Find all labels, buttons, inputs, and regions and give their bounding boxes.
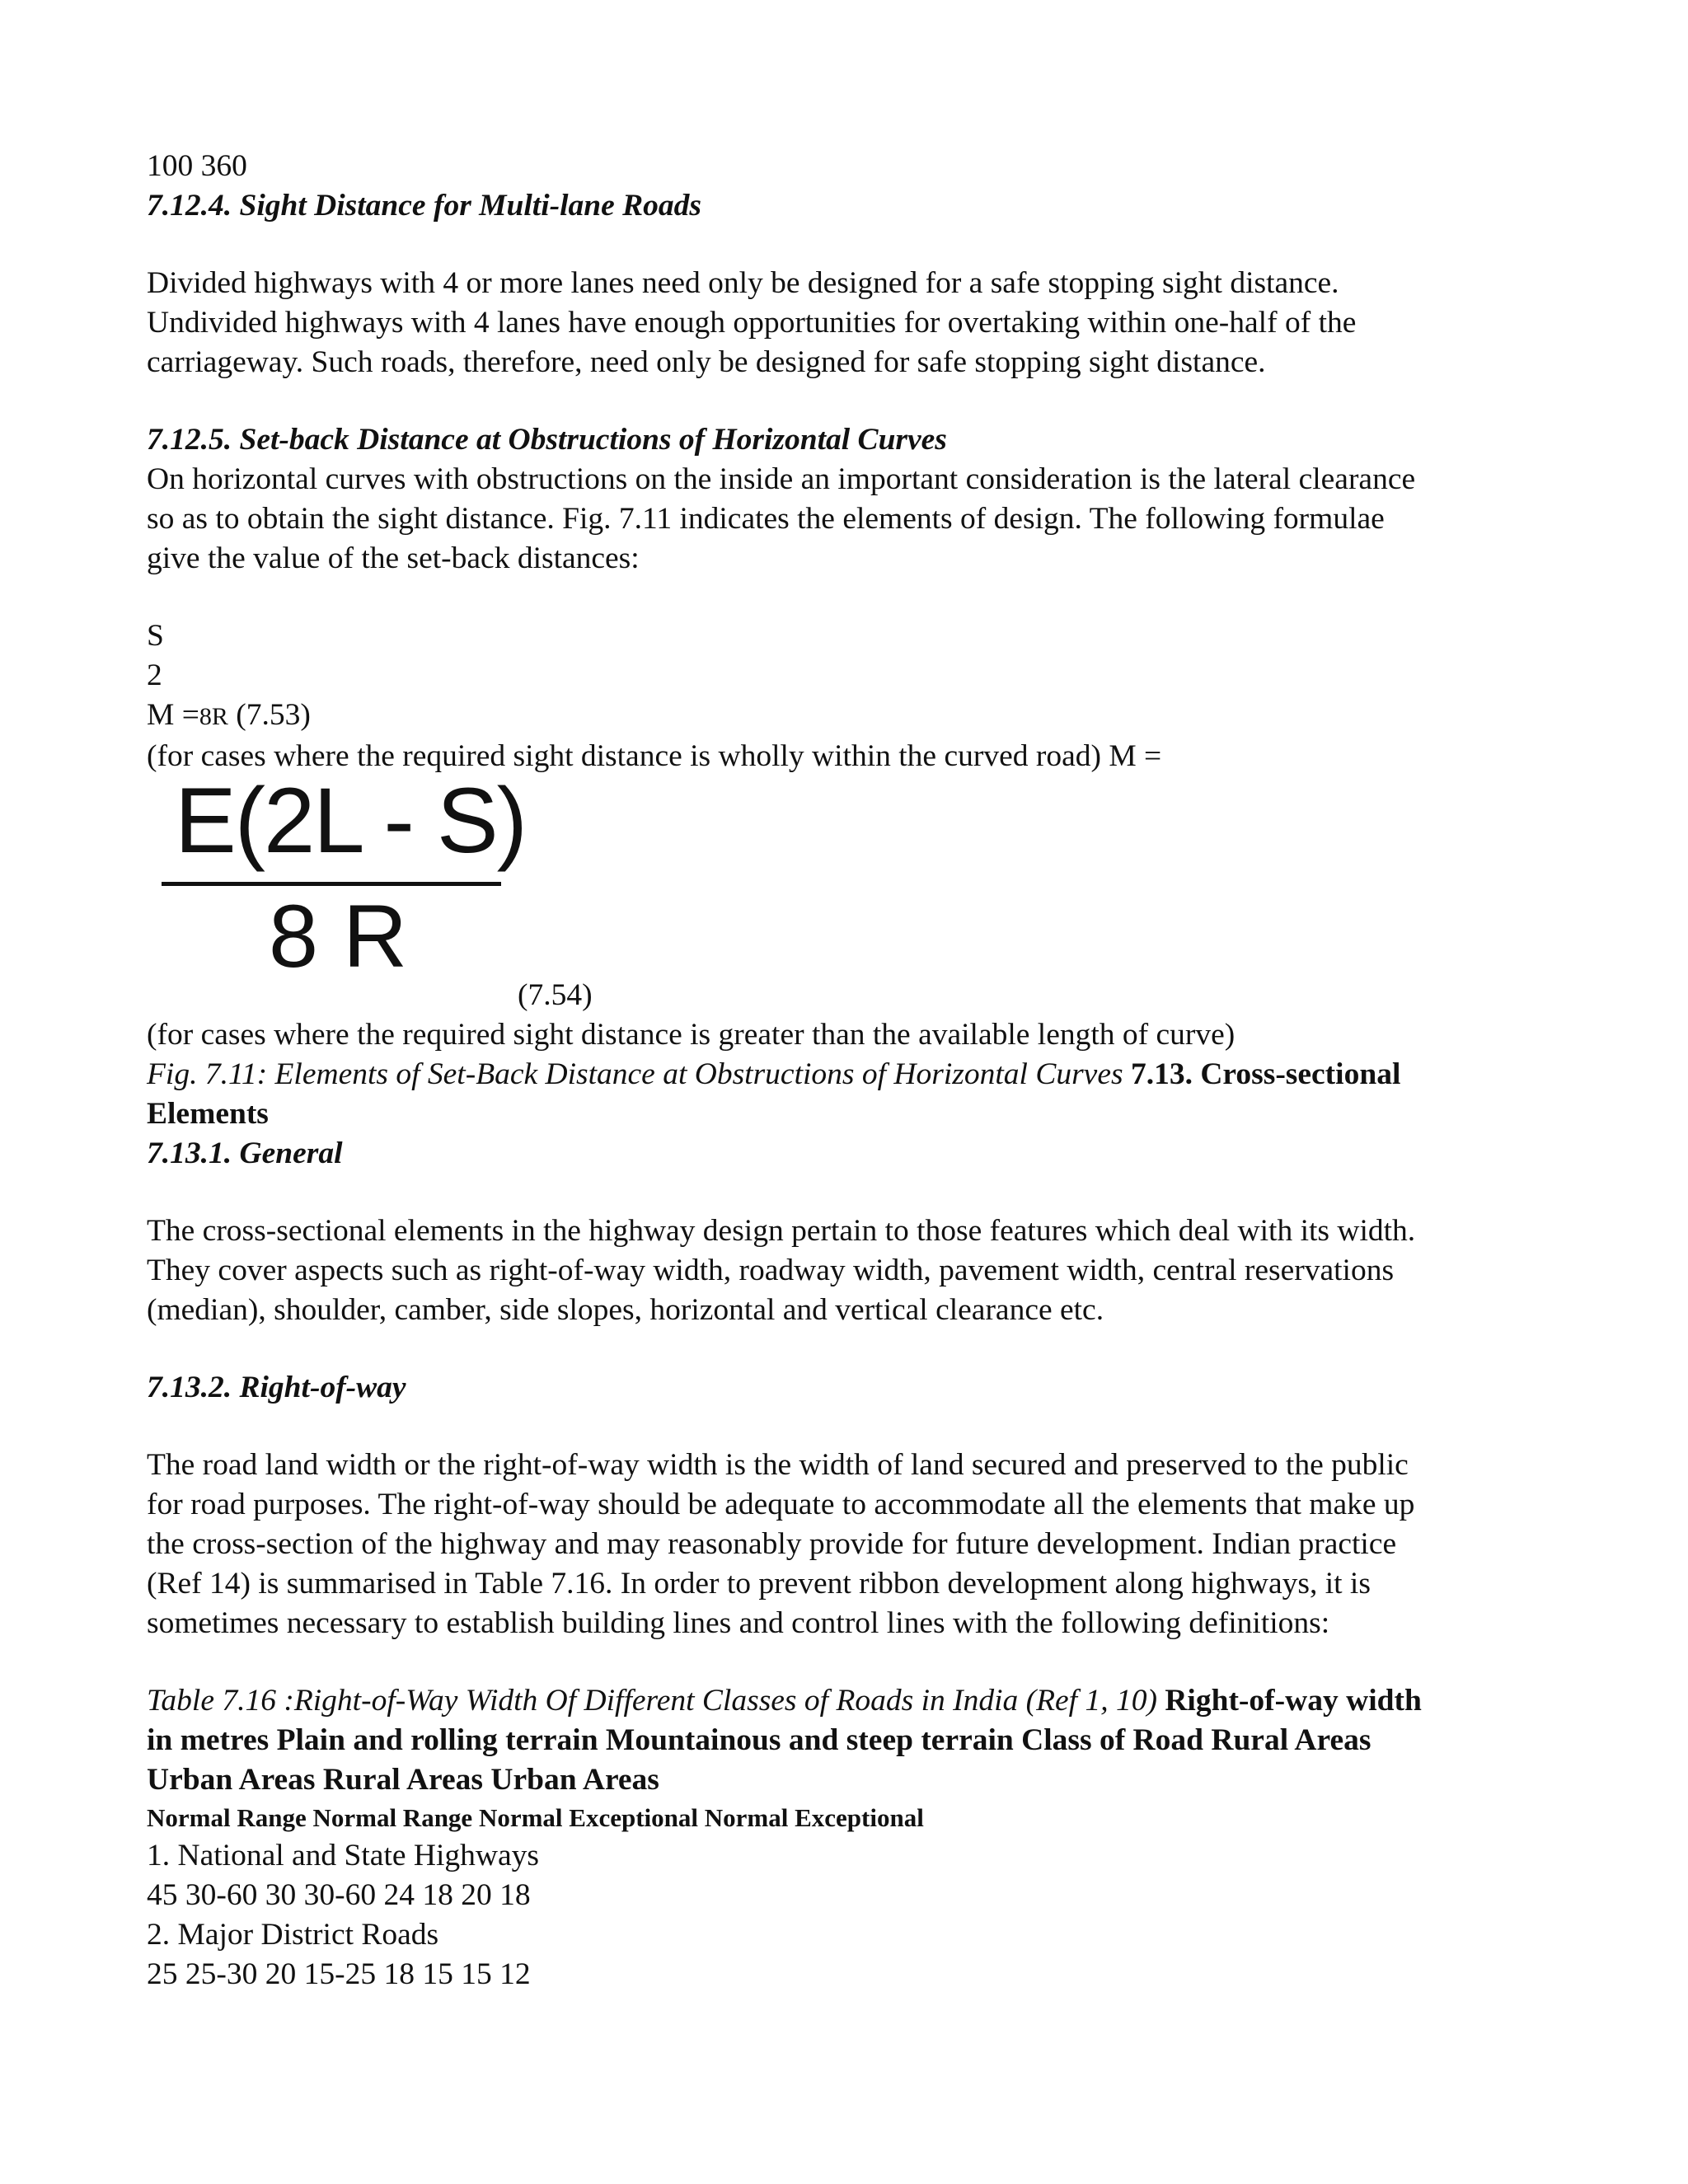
formula-m-reference: (7.53) [227, 698, 311, 732]
table-row: 25 25-30 20 15-25 18 15 15 12 [147, 1957, 531, 1991]
section-heading-7-13: 7.13. Cross-sectional [1130, 1057, 1401, 1091]
formula-note: (for cases where the required sight distance is wholly within the curved road) M = [147, 739, 1162, 773]
paragraph-line: sometimes necessary to establish building lines and control lines with the following definitions: [147, 1606, 1330, 1640]
formula-m-prefix: M = [147, 698, 199, 732]
formula-reference: (7.54) [518, 978, 593, 1012]
formula-s-line: S [147, 619, 164, 653]
paragraph-7-13-2 [147, 1446, 1548, 1643]
table-header: in metres Plain and rolling terrain Mountainous and steep terrain Class of Road Rural Areas [147, 1723, 1372, 1757]
formula-exponent-line: 2 [147, 658, 162, 692]
section-heading-7-13-2: 7.13.2. Right-of-way [147, 1371, 406, 1404]
formula-note-7-54: (for cases where the required sight distance is greater than the available length of curve) [147, 1018, 1236, 1052]
formula-m-denominator: 8R [199, 703, 228, 730]
figure-caption: Fig. 7.11: Elements of Set-Back Distance at Obstructions of Horizontal Curves [147, 1057, 1123, 1091]
section-heading-7-13-continued: Elements [147, 1097, 269, 1131]
formula-7-53 [147, 616, 1548, 776]
paragraph-line: the cross-section of the highway and may reasonably provide for future development. Indian practice [147, 1527, 1397, 1561]
formula-denominator: 8 R [269, 886, 408, 986]
page-reference: 100 360 [147, 149, 247, 183]
paragraph-line: carriageway. Such roads, therefore, need only be designed for safe stopping sight distance. [147, 345, 1266, 379]
paragraph-line: for road purposes. The right-of-way should be adequate to accommodate all the elements that make up [147, 1488, 1415, 1521]
paragraph-line: They cover aspects such as right-of-way width, roadway width, pavement width, central reservations [147, 1254, 1395, 1287]
paragraph-7-12-4 [147, 264, 1548, 382]
paragraph-line: (median), shoulder, camber, side slopes, horizontal and vertical clearance etc. [147, 1293, 1104, 1327]
figure-caption-line [147, 1055, 1548, 1094]
table-subheader: Normal Range Normal Range Normal Exceptional Normal Exceptional [147, 1803, 924, 1832]
paragraph-line: Divided highways with 4 or more lanes need only be designed for a safe stopping sight distance. [147, 266, 1339, 300]
table-7-16 [147, 1681, 1548, 1994]
formula-7-54 [147, 769, 1548, 1015]
paragraph-line: (Ref 14) is summarised in Table 7.16. In order to prevent ribbon development along highways, it is [147, 1567, 1371, 1601]
table-row: 2. Major District Roads [147, 1918, 439, 1952]
table-header: Right-of-way width [1165, 1684, 1422, 1718]
formula-m-line [147, 696, 1548, 737]
paragraph-line: give the value of the set-back distances: [147, 541, 640, 575]
table-caption: Table 7.16 :Right-of-Way Width Of Different Classes of Roads in India (Ref 1, 10) [147, 1684, 1157, 1718]
document-page [147, 147, 1548, 1994]
paragraph-line: The road land width or the right-of-way width is the width of land secured and preserved to the public [147, 1448, 1409, 1482]
paragraph-7-12-5 [147, 460, 1548, 579]
formula-numerator: E(2L - S) [175, 769, 526, 872]
table-row: 1. National and State Highways [147, 1839, 539, 1872]
table-row: 45 30-60 30 30-60 24 18 20 18 [147, 1878, 531, 1912]
section-heading-7-12-5: 7.12.5. Set-back Distance at Obstructions of Horizontal Curves [147, 423, 947, 457]
paragraph-7-13-1 [147, 1212, 1548, 1330]
paragraph-line: On horizontal curves with obstructions on the inside an important consideration is the lateral clearance [147, 462, 1416, 496]
table-header: Urban Areas Rural Areas Urban Areas [147, 1763, 659, 1797]
table-caption-line [147, 1681, 1548, 1721]
section-heading-7-13-1: 7.13.1. General [147, 1137, 343, 1170]
paragraph-line: so as to obtain the sight distance. Fig. 7.11 indicates the elements of design. The following formulae [147, 502, 1385, 536]
section-heading-7-12-4: 7.12.4. Sight Distance for Multi-lane Roads [147, 189, 702, 223]
paragraph-line: Undivided highways with 4 lanes have enough opportunities for overtaking within one-half of the [147, 306, 1357, 340]
paragraph-line: The cross-sectional elements in the highway design pertain to those features which deal with its width. [147, 1214, 1416, 1248]
